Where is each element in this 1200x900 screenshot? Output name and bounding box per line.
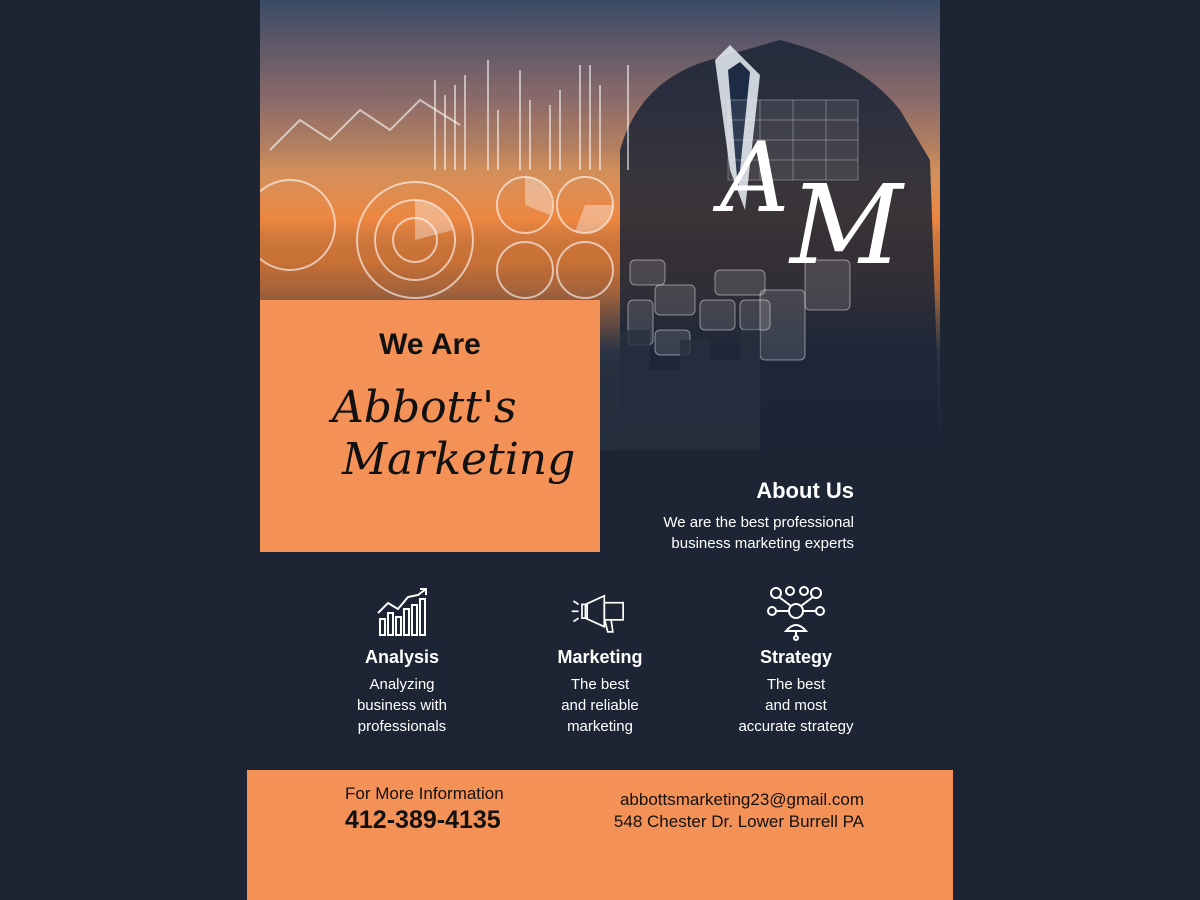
feature-strategy-line-1: The best xyxy=(766,676,826,693)
chart-growth-icon xyxy=(372,585,432,641)
feature-analysis xyxy=(302,585,502,737)
street-address: 548 Chester Dr. Lower Burrell PA xyxy=(613,812,864,831)
feature-strategy-text xyxy=(696,674,896,737)
feature-strategy-line-2: and most xyxy=(765,697,827,714)
monogram-logo xyxy=(720,122,930,289)
about-line-2: business marketing experts xyxy=(671,535,854,552)
brand-panel xyxy=(260,300,600,552)
feature-analysis-title: Analysis xyxy=(364,647,440,667)
contact-label: For More Information xyxy=(345,784,504,803)
feature-analysis-text xyxy=(302,674,502,737)
about-line-1: We are the best professional xyxy=(663,514,854,531)
contact-footer xyxy=(247,770,953,900)
brand-name-line2: Marketing xyxy=(342,434,576,485)
we-are-heading: We Are xyxy=(379,328,481,361)
monogram-letter-a: A xyxy=(720,122,790,234)
brand-logo-script xyxy=(272,372,592,542)
brand-name-line1: Abbott's xyxy=(332,382,517,433)
about-description xyxy=(663,512,854,554)
feature-marketing-title: Marketing xyxy=(557,647,643,667)
feature-marketing-line-1: The best xyxy=(570,676,630,693)
email-address[interactable]: abbottsmarketing23@gmail.com xyxy=(619,790,864,809)
feature-strategy-title: Strategy xyxy=(759,647,833,667)
feature-strategy-line-3: accurate strategy xyxy=(738,718,854,735)
feature-analysis-line-3: professionals xyxy=(357,718,447,735)
feature-analysis-line-1: Analyzing xyxy=(369,676,435,693)
feature-marketing-line-2: and reliable xyxy=(561,697,639,714)
feature-marketing xyxy=(500,585,700,737)
feature-strategy xyxy=(696,585,896,737)
feature-marketing-text xyxy=(500,674,700,737)
phone-number[interactable]: 412-389-4135 xyxy=(345,806,501,834)
feature-analysis-line-2: business with xyxy=(356,697,448,714)
megaphone-icon xyxy=(570,585,630,641)
about-section xyxy=(663,478,854,554)
strategy-network-icon xyxy=(766,585,826,641)
feature-marketing-line-3: marketing xyxy=(567,718,633,735)
about-title: About Us xyxy=(756,478,854,503)
monogram-letter-m: M xyxy=(790,161,903,289)
